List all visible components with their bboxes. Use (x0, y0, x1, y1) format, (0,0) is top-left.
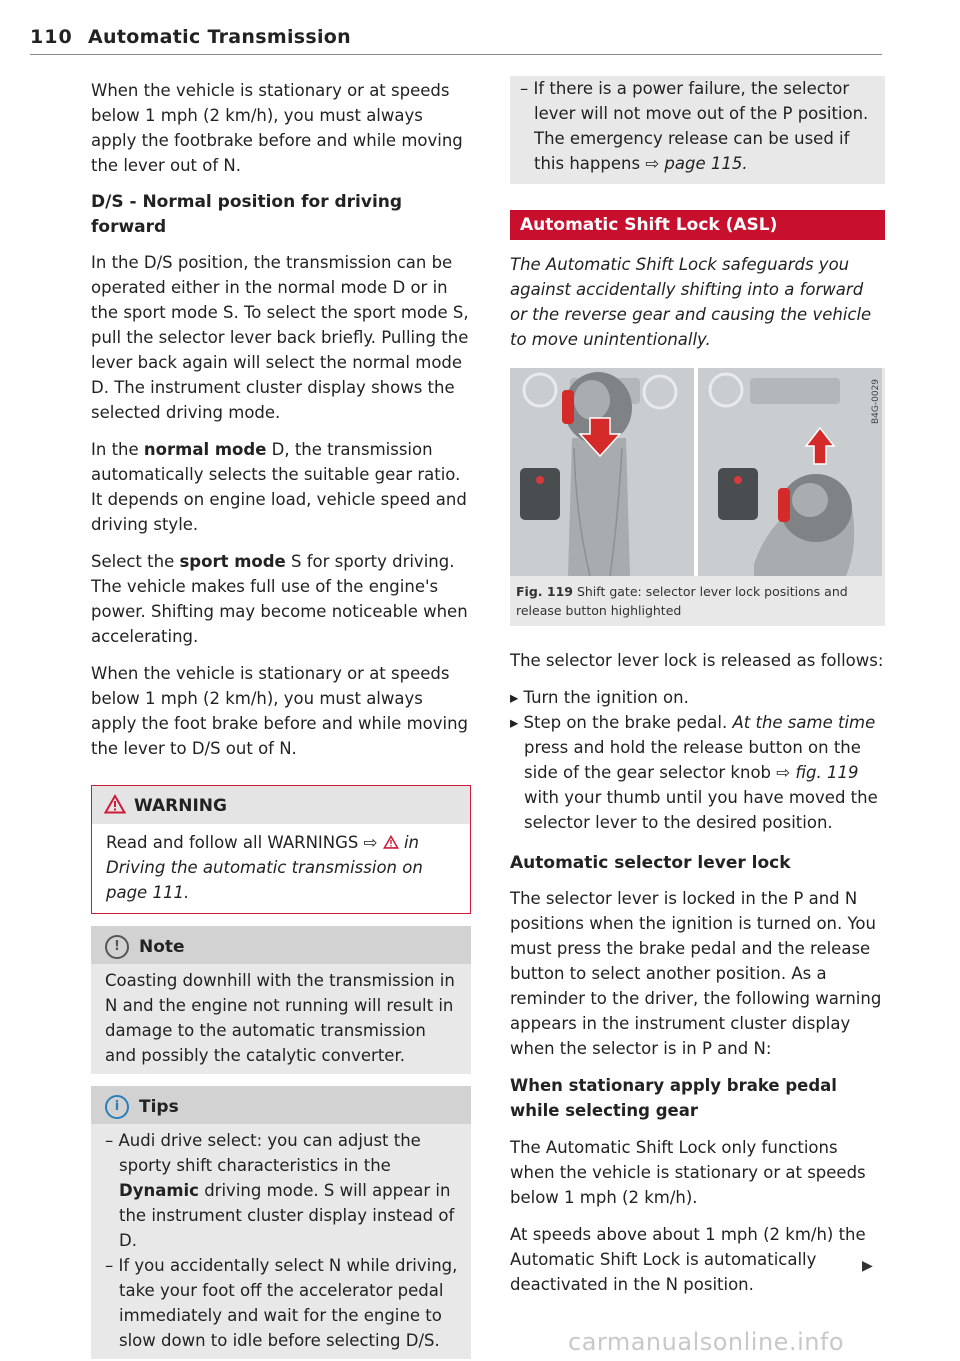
page-number: 110 (30, 26, 73, 48)
section-intro: The Automatic Shift Lock safeguards you against accidentally shifting into a forward or the reverse gear and causing the vehicle to move unintentionally. (510, 255, 872, 349)
paragraph: In the normal mode D, the transmission automatically selects the suitable gear ratio. It depends on engine load, vehicle speed and driving style. (91, 440, 467, 534)
note-box (91, 926, 471, 1074)
chapter-title: Automatic Transmission (88, 26, 351, 48)
right-column (510, 78, 885, 1309)
tips-header: i Tips (91, 1086, 471, 1124)
continued-box: – If there is a power failure, the selector lever will not move out of the P position. The emergency release can be used if this happens ⇨ page 115. (510, 76, 885, 184)
paragraph: In the D/S position, the transmission can be operated either in the normal mode D or in the sport mode S. To select the sport mode S, pull the selector lever back briefly. Pulling the lever back again will select the normal mode D. The instrument cluster display shows the selected driving mode. (91, 253, 469, 422)
warning-message-heading: When stationary apply brake pedal while selecting gear (510, 1076, 837, 1120)
note-icon: ! (105, 935, 129, 959)
tips-box (91, 1086, 471, 1359)
paragraph: When the vehicle is stationary or at speeds below 1 mph (2 km/h), you must always apply the foot brake before and while moving the lever to D/S out of N. (91, 664, 469, 758)
warning-triangle-icon (383, 835, 399, 849)
continued-arrow-icon: ▶ (862, 1258, 873, 1274)
note-body: Coasting downhill with the transmission in N and the engine not running will result in damage to the automatic transmission and possibly the catalytic converter. (91, 964, 471, 1074)
section-title-bar: Automatic Shift Lock (ASL) (510, 210, 885, 240)
info-icon: i (105, 1095, 129, 1119)
tips-body (91, 1124, 471, 1359)
warning-body: Read and follow all WARNINGS ⇨ in Driving the automatic transmission on page 111. (106, 833, 423, 902)
paragraph: The Automatic Shift Lock only functions when the vehicle is stationary or at speeds below 1 mph (2 km/h). (510, 1138, 866, 1207)
instruction-step: ▸ Turn the ignition on. (510, 688, 689, 707)
left-column (91, 78, 471, 1359)
warning-header: WARNING (92, 786, 470, 824)
watermark: carmanualsonline.info (568, 1328, 845, 1356)
figure-caption: Fig. 119 Shift gate: selector lever lock positions and release button highlighted (516, 584, 848, 618)
page-header (30, 26, 882, 55)
note-header: ! Note (91, 926, 471, 964)
warning-triangle-icon (104, 794, 126, 814)
instruction-step: ▸ Step on the brake pedal. At the same time press and hold the release button on the side of the gear selector knob ⇨ fig. 119 with your thumb until you have moved the selector lever to the desired position. (510, 713, 878, 832)
figure (510, 368, 885, 626)
tip-item: – If you accidentally select N while driving, take your foot off the accelerator pedal immediately and wait for the engine to slow down to idle before selecting D/S. (105, 1256, 458, 1350)
paragraph: When the vehicle is stationary or at speeds below 1 mph (2 km/h), you must always apply the footbrake before and while moving the lever out of N. (91, 81, 463, 175)
paragraph: The selector lever is locked in the P and N positions when the ignition is turned on. You must press the brake pedal and the release button to select another position. As a reminder to the driver, the following warning appears in the instrument cluster display when the selector is in P and N: (510, 889, 882, 1058)
warning-box (91, 785, 471, 914)
paragraph: Select the sport mode S for sporty driving. The vehicle makes full use of the engine's power. Shifting may become noticeable when accelerating. (91, 552, 468, 646)
paragraph: At speeds above about 1 mph (2 km/h) the Automatic Shift Lock is automatically deactivated in the N position. (510, 1225, 866, 1294)
paragraph: The selector lever lock is released as follows: (510, 651, 884, 670)
section-heading: D/S - Normal position for driving forward (91, 192, 403, 237)
section-heading: Automatic selector lever lock (510, 853, 791, 873)
figure-code: B4G-0029 (871, 378, 881, 424)
shift-gate-illustration (510, 368, 882, 576)
tip-item: – Audi drive select: you can adjust the sporty shift characteristics in the Dynamic driving mode. S will appear in the instrument cluster display instead of D. (105, 1131, 455, 1250)
